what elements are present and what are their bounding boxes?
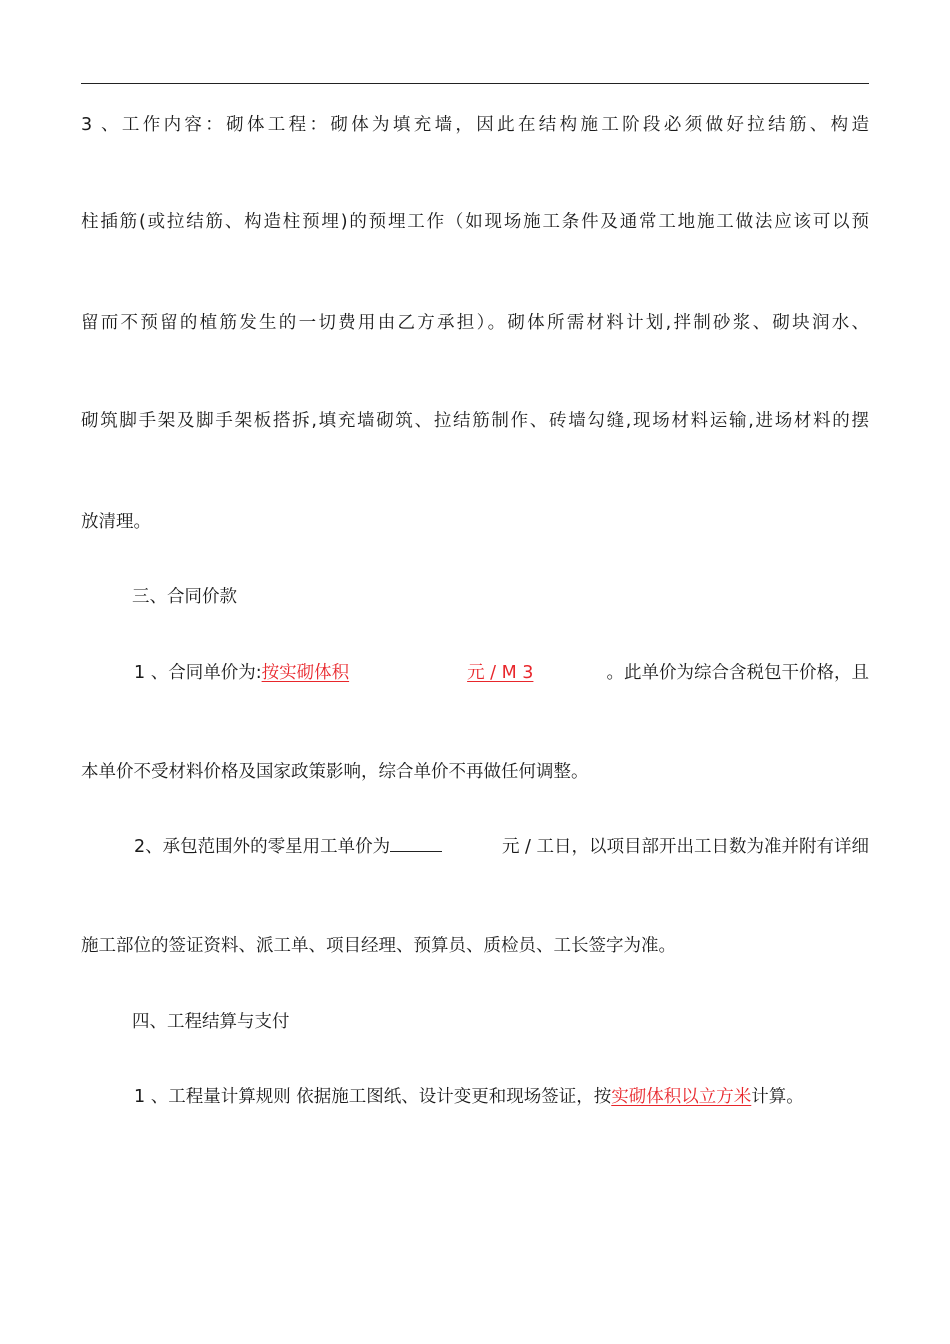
labor-price-line-1: [134, 835, 869, 859]
unit-price-label: 1 、合同单价为:: [134, 663, 262, 683]
work-content-line-4: 砌筑脚手架及脚手架板搭拆,填充墙砌筑、拉结筋制作、砖墙勾缝,现场材料运输,进场材料的摆: [81, 411, 869, 431]
unit-price-line-2: 本单价不受材料价格及国家政策影响，综合单价不再做任何调整。: [81, 762, 589, 782]
work-content-line-3: 留而不预留的植筋发生的一切费用由乙方承担）。砌体所需材料计划,拌制砂浆、砌块润水、: [81, 313, 869, 333]
quantity-rule-suffix: 计算。: [751, 1087, 804, 1107]
labor-price-line-2: 施工部位的签证资料、派工单、项目经理、预算员、质检员、工长签字为准。: [81, 936, 676, 956]
quantity-rule-line: [134, 1085, 869, 1109]
section-heading-settlement: 四、工程结算与支付: [132, 1012, 290, 1032]
unit-price-desc: 。此单价为综合含税包干价格，且: [606, 663, 869, 683]
quantity-rule-label: 1 、工程量计算规则 依据施工图纸、设计变更和现场签证，按: [134, 1087, 612, 1107]
labor-price-desc: 元 / 工日，以项目部开出工日数为准并附有详细: [501, 837, 869, 857]
section-heading-contract-price: 三、合同价款: [132, 587, 237, 607]
header-rule: [81, 83, 869, 84]
unit-price-line-1: [134, 661, 869, 685]
unit-price-basis: 按实砌体积 元 / M 3: [261, 663, 534, 683]
work-content-line-2: 柱插筋(或拉结筋、构造柱预埋)的预埋工作（如现场施工条件及通常工地施工做法应该可以预: [81, 212, 869, 232]
labor-price-label: 2、承包范围外的零星用工单价为: [134, 837, 391, 857]
labor-price-blank: [390, 835, 442, 852]
work-content-line-5: 放清理。: [81, 512, 151, 532]
work-content-line-1: 3 、工作内容：砌体工程：砌体为填充墙，因此在结构施工阶段必须做好拉结筋、构造: [81, 115, 869, 135]
quantity-rule-basis: 实砌体积以立方米: [611, 1087, 752, 1107]
